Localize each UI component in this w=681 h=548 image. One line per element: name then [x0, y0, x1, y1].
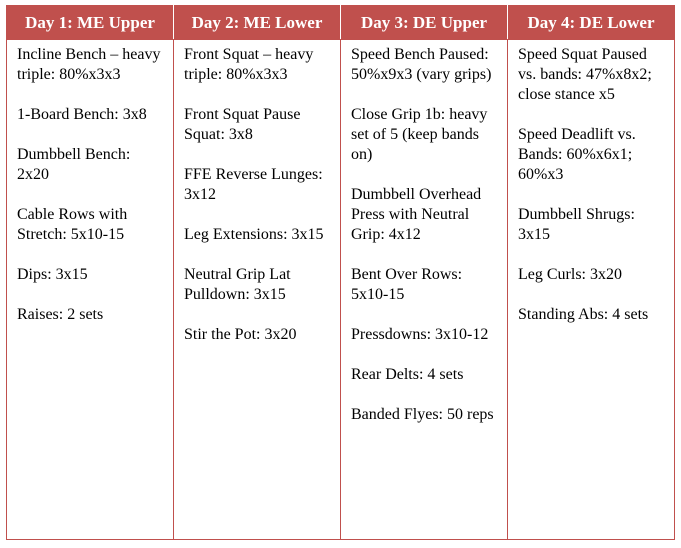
exercise-item: 1-Board Bench: 3x8	[17, 106, 147, 123]
exercise-item: Dumbbell Bench: 2x20	[17, 146, 131, 183]
exercise-item: Banded Flyes: 50 reps	[351, 406, 494, 423]
exercise-row	[7, 40, 675, 540]
exercise-item: Speed Bench Paused: 50%x9x3 (vary grips)	[351, 46, 492, 83]
exercise-item: Neutral Grip Lat Pulldown: 3x15	[184, 266, 291, 303]
exercise-item: Cable Rows with Stretch: 5x10-15	[17, 206, 128, 243]
day-3-header: Day 3: DE Upper	[341, 6, 508, 40]
exercise-item: Leg Curls: 3x20	[518, 266, 622, 283]
day-1-cell	[7, 40, 174, 540]
day-1-header: Day 1: ME Upper	[7, 6, 174, 40]
exercise-item: Close Grip 1b: heavy set of 5 (keep bands on)	[351, 106, 488, 163]
header-row	[7, 6, 675, 40]
workout-table	[6, 5, 675, 540]
exercise-item: Rear Delts: 4 sets	[351, 366, 464, 383]
exercise-item: Standing Abs: 4 sets	[518, 306, 649, 323]
day-2-header: Day 2: ME Lower	[174, 6, 341, 40]
exercise-item: Dips: 3x15	[17, 266, 88, 283]
exercise-item: Incline Bench – heavy triple: 80%x3x3	[17, 46, 161, 83]
day-3-cell	[341, 40, 508, 540]
exercise-item: Speed Squat Paused vs. bands: 47%x8x2; close stance x5	[518, 46, 652, 103]
day-4-header: Day 4: DE Lower	[508, 6, 675, 40]
exercise-item: Dumbbell Shrugs: 3x15	[518, 206, 635, 243]
exercise-item: Pressdowns: 3x10-12	[351, 326, 489, 343]
exercise-item: Raises: 2 sets	[17, 306, 104, 323]
exercise-item: Leg Extensions: 3x15	[184, 226, 324, 243]
exercise-item: Bent Over Rows: 5x10-15	[351, 266, 463, 303]
exercise-item: Dumbbell Overhead Press with Neutral Grip: 4x12	[351, 186, 482, 243]
exercise-item: FFE Reverse Lunges: 3x12	[184, 166, 323, 203]
exercise-item: Front Squat – heavy triple: 80%x3x3	[184, 46, 314, 83]
exercise-item: Speed Deadlift vs. Bands: 60%x6x1; 60%x3	[518, 126, 636, 183]
day-2-cell	[174, 40, 341, 540]
exercise-item: Front Squat Pause Squat: 3x8	[184, 106, 301, 143]
exercise-item: Stir the Pot: 3x20	[184, 326, 297, 343]
day-4-cell	[508, 40, 675, 540]
